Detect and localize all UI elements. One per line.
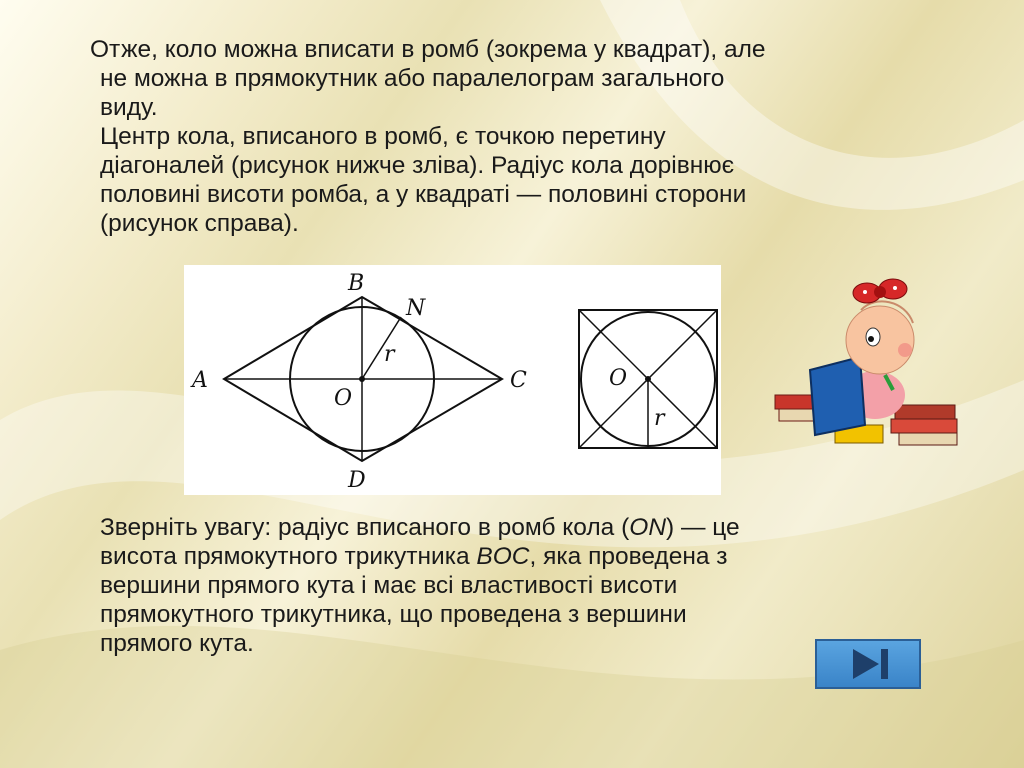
geometry-figure [184, 265, 721, 495]
label-square-r: r [654, 406, 665, 431]
intro-paragraph [90, 35, 980, 238]
text-span: Зверніть увагу: радіус вписаного в ромб кола ( [100, 514, 630, 541]
text-line: виду. [100, 94, 158, 121]
text-line: прямого кута. [100, 630, 254, 657]
text-span: висота прямокутного трикутника [100, 543, 477, 570]
text-line: Центр кола, вписаного в ромб, є точкою перетину [100, 123, 666, 150]
label-n: N [406, 296, 426, 321]
triangle-boc: BOC [476, 543, 530, 570]
text-span: ) — це [666, 514, 740, 541]
text-line: не можна в прямокутник або паралелограм загального [100, 65, 725, 92]
segment-on: ON [629, 514, 667, 541]
label-c: C [510, 368, 527, 393]
label-o: O [334, 386, 353, 411]
next-end-icon [817, 641, 919, 687]
text-line: вершини прямого кута і має всі властивості висоти [100, 572, 678, 599]
text-line [100, 542, 960, 571]
label-r: r [384, 342, 395, 367]
text-line: (рисунок справа). [100, 210, 299, 237]
label-square-o: O [609, 366, 628, 391]
note-paragraph [100, 513, 960, 658]
label-a: A [192, 368, 208, 393]
label-d: D [348, 468, 366, 493]
girl-reading-illustration [765, 265, 965, 465]
text-line [100, 513, 960, 542]
rhombus-and-square-diagram [184, 265, 721, 495]
next-slide-button[interactable] [815, 639, 921, 689]
text-line: прямокутного трикутника, що проведена з вершини [100, 601, 687, 628]
text-line: діагоналей (рисунок нижче зліва). Радіус кола дорівнює [100, 152, 735, 179]
text-span: , яка проведена з [529, 543, 728, 570]
text-line: половині висоти ромба, а у квадраті — половині сторони [100, 181, 747, 208]
text-line: Отже, коло можна вписати в ромб (зокрема у квадрат), але [90, 36, 766, 63]
label-b: B [348, 271, 365, 296]
